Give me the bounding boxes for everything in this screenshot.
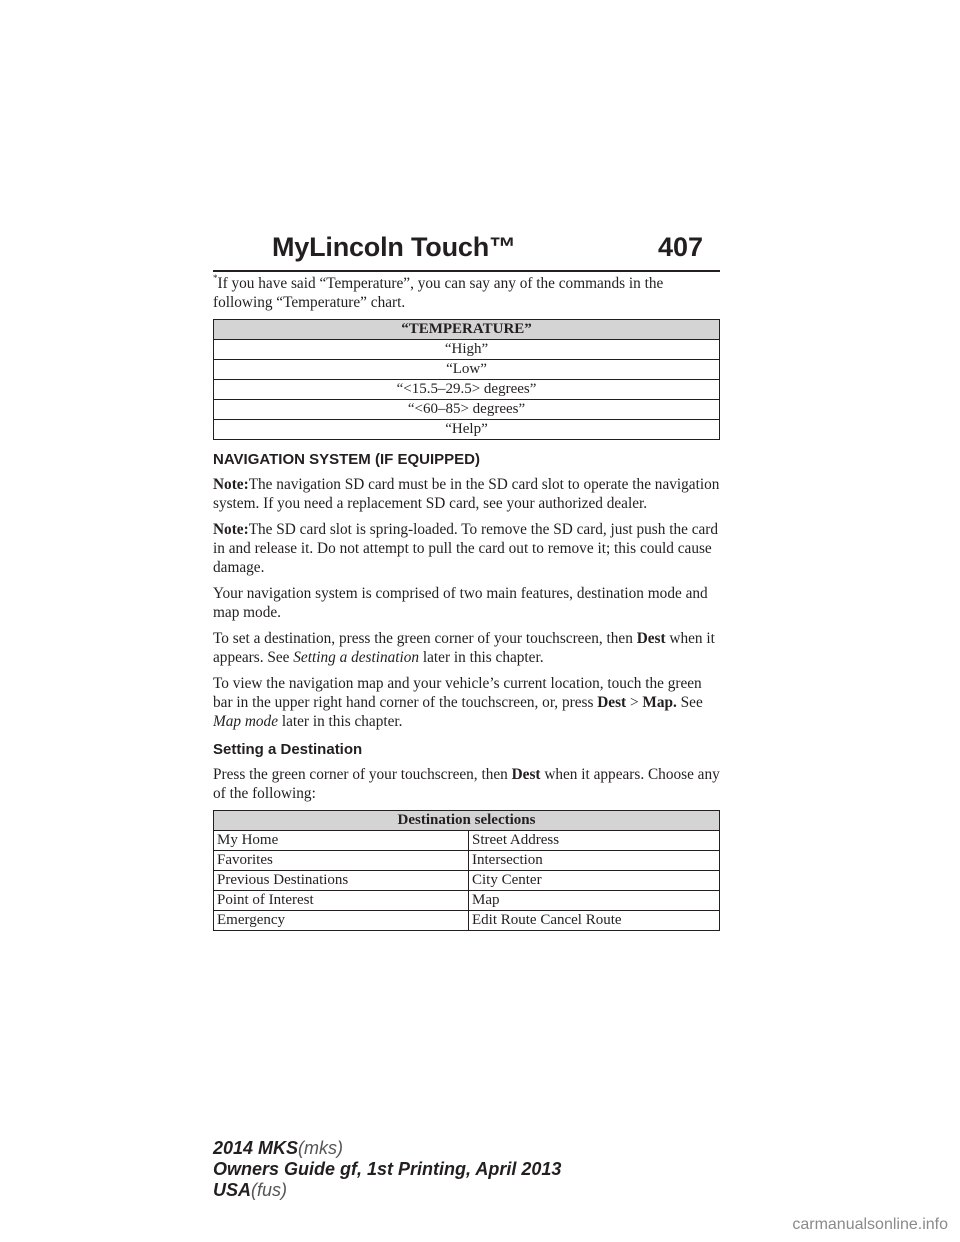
footnote-marker: *	[213, 272, 218, 283]
page-content	[213, 274, 720, 942]
table-cell: Map	[469, 891, 720, 911]
table-cell: Emergency	[214, 911, 469, 931]
paragraph-features: Your navigation system is comprised of two main features, destination mode and map mode.	[213, 585, 708, 621]
footer-model: 2014 MKS	[213, 1138, 299, 1158]
paragraph-view-map	[213, 674, 720, 731]
table-cell: “Low”	[214, 360, 720, 380]
table-row	[214, 360, 720, 380]
text-run: later in this chapter.	[419, 649, 544, 666]
footnote	[213, 274, 720, 312]
table-cell: My Home	[214, 831, 469, 851]
note-2	[213, 520, 720, 577]
table-cell: Street Address	[469, 831, 720, 851]
footer-market-code: (fus)	[251, 1180, 288, 1200]
destination-heading: Setting a Destination	[213, 741, 363, 758]
header-divider	[213, 270, 720, 272]
table-cell: “High”	[214, 340, 720, 360]
destination-table	[213, 810, 720, 931]
table-cell: Edit Route Cancel Route	[469, 911, 720, 931]
dest-keyword: Dest	[597, 694, 627, 711]
text-run: when it appears. Choose any of the following:	[213, 766, 720, 802]
table-cell: “<15.5–29.5> degrees”	[214, 380, 720, 400]
cross-reference: Setting a destination	[293, 649, 420, 666]
footer-model-code: (mks)	[298, 1138, 344, 1158]
table-row	[214, 380, 720, 400]
table-row	[214, 400, 720, 420]
table-cell: Point of Interest	[214, 891, 469, 911]
text-run: Press the green corner of your touchscreen, then	[213, 766, 512, 783]
table-row	[214, 871, 720, 891]
page-number: 407	[658, 232, 704, 262]
table-cell: “Help”	[214, 420, 720, 440]
text-run: later in this chapter.	[278, 713, 403, 730]
table-row	[214, 831, 720, 851]
table-cell: City Center	[469, 871, 720, 891]
table-row	[214, 911, 720, 931]
watermark: carmanualsonline.info	[792, 1216, 948, 1233]
footnote-text: If you have said “Temperature”, you can say any of the commands in the following “Temperature” chart.	[213, 275, 664, 311]
page-header-title: MyLincoln Touch™	[272, 232, 516, 262]
table-cell: Favorites	[214, 851, 469, 871]
note-text: The navigation SD card must be in the SD card slot to operate the navigation system. If you need a replacement SD card, see your authorized dealer.	[213, 476, 720, 512]
text-run: To set a destination, press the green corner of your touchscreen, then	[213, 630, 637, 647]
paragraph-destination	[213, 765, 720, 803]
table-row	[214, 851, 720, 871]
table-cell: Previous Destinations	[214, 871, 469, 891]
dest-keyword: Dest	[511, 766, 541, 783]
paragraph-set-destination	[213, 629, 720, 667]
text-run: See	[676, 694, 703, 711]
text-run: To view the navigation map and your vehicle’s current location, touch the green bar in the upper right hand corner of the touchscreen, or, press	[213, 675, 702, 711]
note-text: The SD card slot is spring-loaded. To remove the SD card, just push the card in and release it. Do not attempt to pull the card out to remove it; this could cause damage.	[213, 521, 719, 576]
footer-line-market	[213, 1180, 561, 1201]
note-label: Note:	[213, 521, 249, 538]
table-cell: Intersection	[469, 851, 720, 871]
destination-table-header: Destination selections	[214, 811, 720, 831]
note-1	[213, 475, 720, 513]
cross-reference: Map mode	[213, 713, 278, 730]
table-row	[214, 891, 720, 911]
footer-line-model	[213, 1138, 561, 1159]
navigation-heading: NAVIGATION SYSTEM (IF EQUIPPED)	[213, 451, 480, 468]
map-keyword: Map.	[642, 694, 677, 711]
table-cell: “<60–85> degrees”	[214, 400, 720, 420]
text-run: >	[626, 694, 643, 711]
dest-keyword: Dest	[636, 630, 666, 647]
print-footer	[213, 1138, 561, 1201]
note-label: Note:	[213, 476, 249, 493]
footer-market: USA	[213, 1180, 252, 1200]
table-row	[214, 340, 720, 360]
temperature-table	[213, 319, 720, 440]
table-row	[214, 420, 720, 440]
temperature-table-header: “TEMPERATURE”	[214, 320, 720, 340]
footer-line-edition: Owners Guide gf, 1st Printing, April 2013	[213, 1159, 562, 1179]
text-run: when it appears. See	[213, 630, 715, 666]
